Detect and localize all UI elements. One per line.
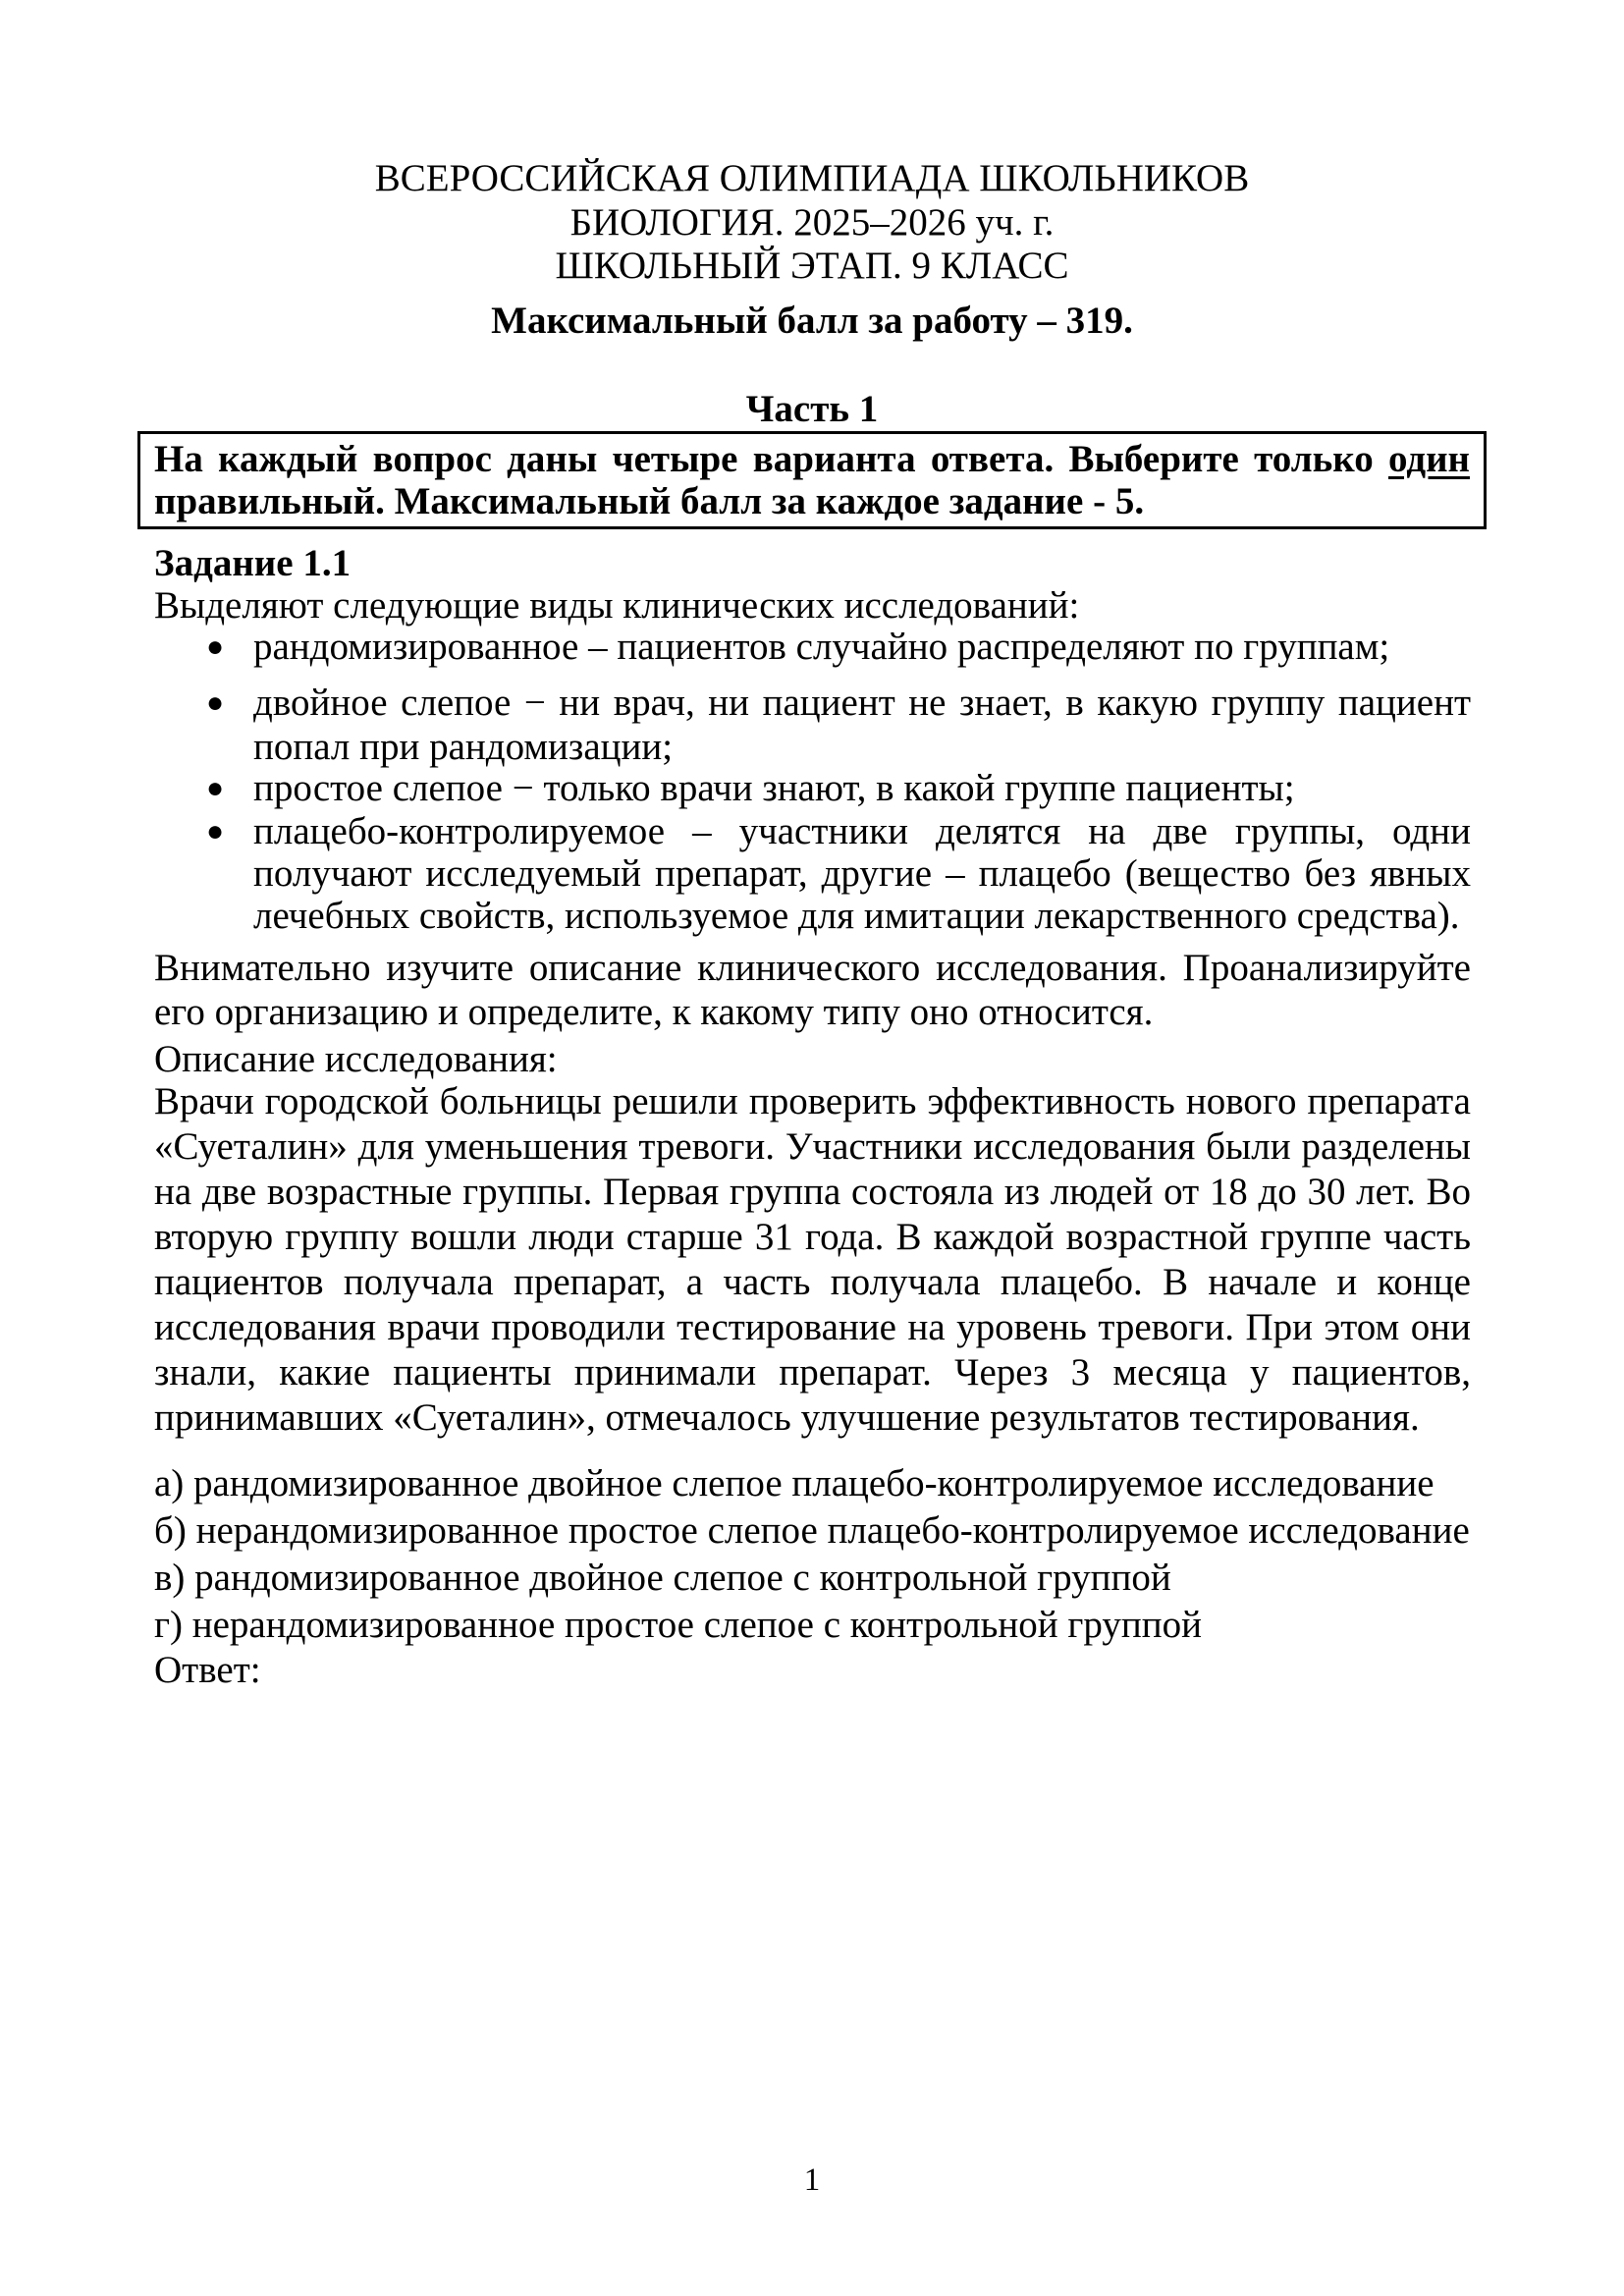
instruction-paragraph-line-1: Внимательно изучите описание клинического исследования. Проанализируйте <box>154 947 1471 989</box>
instruction-line-1 <box>154 437 1470 481</box>
bullet-icon: ● <box>206 815 225 847</box>
instruction-paragraph-line-2: его организацию и определите, к какому типу оно относится. <box>154 991 1154 1033</box>
list-item-placebo: плацебо-контролируемое – участники делятся на две группы, одни <box>253 810 1471 852</box>
instruction-text: На каждый вопрос даны четыре варианта ответа. Выберите только <box>154 438 1374 480</box>
list-item-single-blind: простое слепое − только врачи знают, в какой группе пациенты; <box>253 767 1295 809</box>
bullet-icon: ● <box>206 686 225 719</box>
list-item-double-blind: двойное слепое − ни врач, ни пациент не знает, в какую группу пациент <box>253 682 1471 724</box>
description-line: знали, какие пациенты принимали препарат. Через 3 месяца у пациентов, <box>154 1351 1471 1394</box>
olympiad-title: ВСЕРОССИЙСКАЯ ОЛИМПИАДА ШКОЛЬНИКОВ <box>374 157 1250 199</box>
option-g[interactable]: г) нерандомизированное простое слепое с контрольной группой <box>154 1604 1202 1646</box>
task-title: Задание 1.1 <box>154 542 352 584</box>
bullet-icon: ● <box>206 772 225 804</box>
option-b[interactable]: б) нерандомизированное простое слепое плацебо-контролируемое исследование <box>154 1509 1470 1552</box>
description-line: «Суеталин» для уменьшения тревоги. Участники исследования были разделены <box>154 1125 1471 1168</box>
description-label: Описание исследования: <box>154 1038 558 1080</box>
part-title: Часть 1 <box>745 388 879 430</box>
list-item-randomized: рандомизированное – пациентов случайно распределяют по группам; <box>253 626 1390 668</box>
option-v[interactable]: в) рандомизированное двойное слепое с контрольной группой <box>154 1557 1171 1599</box>
subject-year: БИОЛОГИЯ. 2025–2026 уч. г. <box>569 201 1055 244</box>
max-score: Максимальный балл за работу – 319. <box>491 300 1133 342</box>
description-line: принимавших «Суеталин», отмечалось улучшение результатов тестирования. <box>154 1396 1420 1439</box>
bullet-icon: ● <box>206 630 225 663</box>
instruction-box <box>137 431 1487 529</box>
stage-grade: ШКОЛЬНЫЙ ЭТАП. 9 КЛАСС <box>555 245 1069 287</box>
description-line: пациентов получала препарат, а часть получала плацебо. В начале и конце <box>154 1261 1471 1303</box>
underlined-word-one: один <box>1387 438 1471 480</box>
list-item-double-blind-cont: попал при рандомизации; <box>253 726 674 768</box>
description-line: вторую группу вошли люди старше 31 года. В каждой возрастной группе часть <box>154 1216 1471 1258</box>
answer-label: Ответ: <box>154 1649 261 1691</box>
description-line: исследования врачи проводили тестирование на уровень тревоги. При этом они <box>154 1306 1471 1348</box>
instruction-line-2: правильный. Максимальный балл за каждое задание - 5. <box>154 480 1145 522</box>
description-line: Врачи городской больницы решили проверить эффективность нового препарата <box>154 1080 1471 1122</box>
task-intro: Выделяют следующие виды клинических исследований: <box>154 584 1080 627</box>
list-item-placebo-cont-1: получают исследуемый препарат, другие – плацебо (вещество без явных <box>253 852 1471 895</box>
description-line: на две возрастные группы. Первая группа состояла из людей от 18 до 30 лет. Во <box>154 1171 1471 1213</box>
option-a[interactable]: а) рандомизированное двойное слепое плацебо-контролируемое исследование <box>154 1462 1435 1504</box>
page-number: 1 <box>803 2162 821 2198</box>
list-item-placebo-cont-2: лечебных свойств, используемое для имитации лекарственного средства). <box>253 895 1460 937</box>
